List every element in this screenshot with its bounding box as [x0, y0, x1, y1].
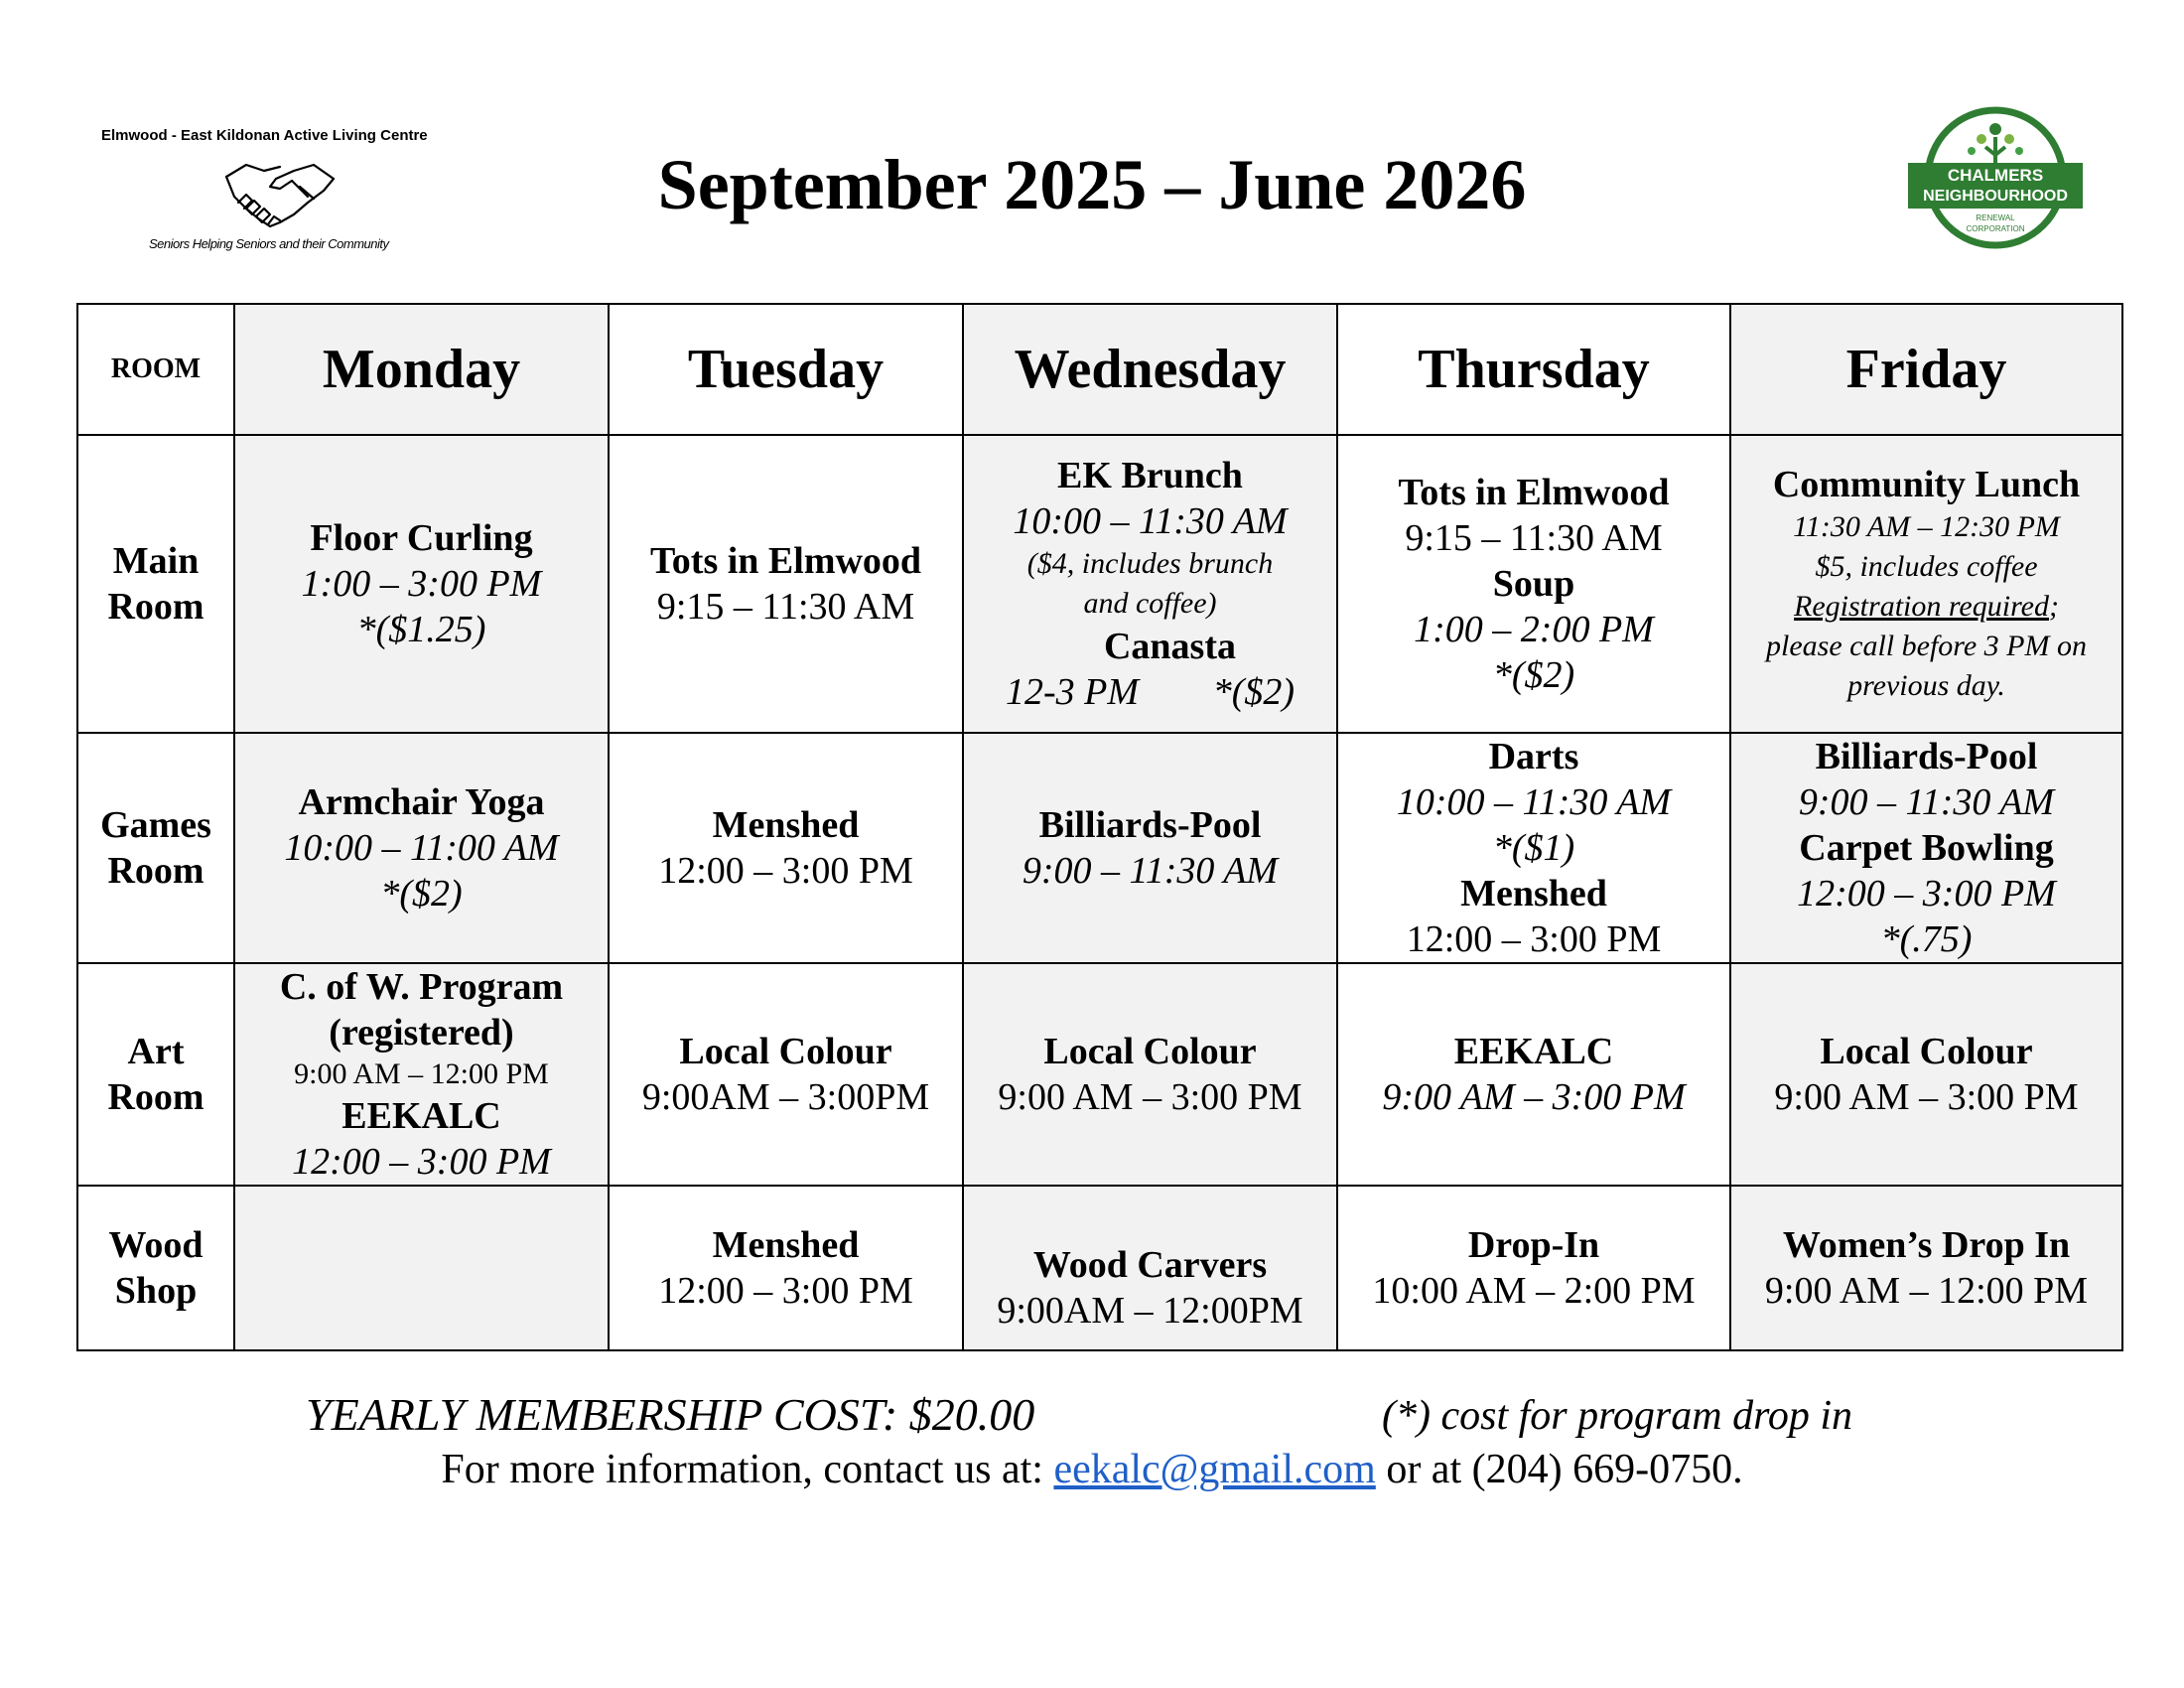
cell-wood-monday — [234, 1186, 609, 1350]
table-row — [77, 1186, 2122, 1350]
chalmers-logo-graphic — [1906, 103, 2085, 252]
activity-time: 10:00 AM – 2:00 PM — [1372, 1270, 1696, 1312]
cell-main-monday — [234, 435, 609, 733]
membership-cost: YEARLY MEMBERSHIP COST: $20.00 — [306, 1389, 1035, 1440]
room-label-art: Art Room — [77, 963, 234, 1186]
activity-name: Soup — [1492, 563, 1575, 605]
partner-logo-line4: CORPORATION — [1966, 224, 2025, 233]
activity-cost: *($1.25) — [356, 609, 486, 650]
activity-name: Women’s Drop In — [1782, 1224, 2071, 1266]
activity-name: Wood Carvers — [1032, 1244, 1268, 1286]
table-row — [77, 435, 2122, 733]
footer-membership-row — [0, 1388, 2184, 1444]
activity-cost: *(.75) — [1880, 918, 1973, 960]
activity-name: Tots in Elmwood — [1398, 472, 1670, 513]
activity-name: Billiards-Pool — [1038, 804, 1262, 846]
cell-games-monday — [234, 733, 609, 963]
activity-time: 12:00 – 3:00 PM — [292, 1141, 551, 1183]
activity-time: 9:00 – 11:30 AM — [1022, 850, 1279, 892]
activity-name: Carpet Bowling — [1799, 827, 2054, 869]
activity-time: 1:00 – 2:00 PM — [1414, 609, 1654, 650]
partner-logo-line1: CHALMERS — [1947, 166, 2044, 185]
room-label-games: Games Room — [77, 733, 234, 963]
registration-required-text: Registration required — [1794, 590, 2049, 623]
contact-line — [0, 1446, 2184, 1493]
activity-name: Drop-In — [1467, 1224, 1600, 1266]
cell-wood-wednesday — [963, 1186, 1337, 1350]
activity-name: C. of W. Program — [279, 966, 564, 1008]
activity-name: (registered) — [329, 1012, 514, 1054]
email-link[interactable]: eekalc@gmail.com — [1053, 1447, 1376, 1492]
cell-wood-friday — [1730, 1186, 2122, 1350]
cell-games-wednesday — [963, 733, 1337, 963]
activity-time: 10:00 – 11:30 AM — [1013, 500, 1288, 542]
activity-note: previous day. — [1847, 669, 2005, 702]
cell-games-friday — [1730, 733, 2122, 963]
activity-time: 12:00 – 3:00 PM — [658, 1270, 913, 1312]
cell-wood-thursday — [1337, 1186, 1730, 1350]
partner-logo — [1906, 103, 2085, 252]
activity-name: Armchair Yoga — [298, 781, 545, 823]
room-label-wood: Wood Shop — [77, 1186, 234, 1350]
activity-name: EEKALC — [1453, 1031, 1614, 1072]
activity-time: 9:00 AM – 12:00 PM — [1764, 1270, 2089, 1312]
activity-time: 9:00 AM – 3:00 PM — [1382, 1076, 1686, 1118]
partner-logo-line3: RENEWAL — [1976, 213, 2015, 222]
cell-art-wednesday — [963, 963, 1337, 1186]
cell-wood-tuesday — [609, 1186, 963, 1350]
cell-art-monday — [234, 963, 609, 1186]
activity-name: Menshed — [712, 804, 860, 846]
table-row — [77, 733, 2122, 963]
activity-time: 9:00 AM – 3:00 PM — [1774, 1076, 2079, 1118]
activity-time: 9:15 – 11:30 AM — [656, 586, 915, 628]
activity-time: 12:00 – 3:00 PM — [658, 850, 913, 892]
cell-main-wednesday — [963, 435, 1337, 733]
activity-name: Menshed — [1460, 873, 1607, 914]
activity-name: Menshed — [712, 1224, 860, 1266]
cell-games-thursday — [1337, 733, 1730, 963]
table-header-row — [77, 304, 2122, 435]
activity-time: 11:30 AM – 12:30 PM — [1793, 510, 2060, 543]
activity-note — [1737, 587, 2116, 627]
page-title: September 2025 – June 2026 — [657, 145, 1527, 224]
day-header-wednesday: Wednesday — [963, 304, 1337, 435]
contact-suffix: or at (204) 669-0750. — [1375, 1447, 1743, 1492]
activity-time: 12:00 – 3:00 PM — [1797, 873, 2056, 914]
cell-main-friday — [1730, 435, 2122, 733]
room-column-header: ROOM — [77, 304, 234, 435]
activity-name: Billiards-Pool — [1815, 736, 2038, 777]
cell-art-friday — [1730, 963, 2122, 1186]
activity-time: 12-3 PM — [1006, 671, 1140, 713]
activity-cost: *($2) — [1492, 654, 1575, 696]
activity-time: 9:00AM – 3:00PM — [641, 1076, 930, 1118]
activity-note: and coffee) — [1083, 587, 1217, 620]
activity-time: 1:00 – 3:00 PM — [301, 563, 542, 605]
activity-name: Floor Curling — [310, 517, 533, 559]
activity-name: Community Lunch — [1772, 464, 2081, 505]
activity-time: 9:00 AM – 12:00 PM — [294, 1057, 549, 1090]
activity-time: 10:00 – 11:30 AM — [1396, 781, 1672, 823]
schedule-table — [76, 303, 2123, 1351]
contact-prefix: For more information, contact us at: — [441, 1447, 1054, 1492]
activity-time: 12:00 – 3:00 PM — [1406, 918, 1662, 960]
partner-logo-line2: NEIGHBOURHOOD — [1923, 188, 2068, 205]
activity-name: EK Brunch — [1057, 455, 1243, 496]
day-header-monday: Monday — [234, 304, 609, 435]
day-header-tuesday: Tuesday — [609, 304, 963, 435]
org-tagline: Seniors Helping Seniors and their Community — [149, 236, 389, 251]
activity-time: 9:15 – 11:30 AM — [1405, 517, 1663, 559]
punctuation: ; — [2048, 590, 2059, 623]
org-name: Elmwood - East Kildonan Active Living Centre — [101, 127, 428, 144]
cell-main-tuesday — [609, 435, 963, 733]
activity-name: Local Colour — [679, 1031, 892, 1072]
activity-cost: *($2) — [380, 873, 463, 914]
activity-time: 9:00AM – 12:00PM — [997, 1290, 1303, 1332]
activity-note: $5, includes coffee — [1815, 550, 2038, 583]
activity-time: 9:00 – 11:30 AM — [1798, 781, 2055, 823]
activity-time: 10:00 – 11:00 AM — [284, 827, 559, 869]
cell-art-tuesday — [609, 963, 963, 1186]
cell-games-tuesday — [609, 733, 963, 963]
day-header-friday: Friday — [1730, 304, 2122, 435]
day-header-thursday: Thursday — [1337, 304, 1730, 435]
dropin-cost-note: (*) cost for program drop in — [1382, 1393, 1853, 1439]
table-row — [77, 963, 2122, 1186]
activity-name: Local Colour — [1820, 1031, 2033, 1072]
activity-name: Tots in Elmwood — [649, 540, 922, 582]
activity-cost: *($1) — [1492, 827, 1575, 869]
activity-cost: *($2) — [1212, 671, 1295, 713]
activity-note: please call before 3 PM on — [1766, 630, 2087, 662]
activity-name: Darts — [1488, 736, 1579, 777]
activity-name: EEKALC — [341, 1095, 501, 1137]
activity-name: Canasta — [1103, 626, 1237, 667]
activity-name: Local Colour — [1043, 1031, 1257, 1072]
activity-time: 9:00 AM – 3:00 PM — [998, 1076, 1302, 1118]
room-label-main: Main Room — [77, 435, 234, 733]
activity-time-row — [970, 669, 1330, 715]
cell-art-thursday — [1337, 963, 1730, 1186]
activity-note: ($4, includes brunch — [1026, 547, 1274, 580]
cell-main-thursday — [1337, 435, 1730, 733]
